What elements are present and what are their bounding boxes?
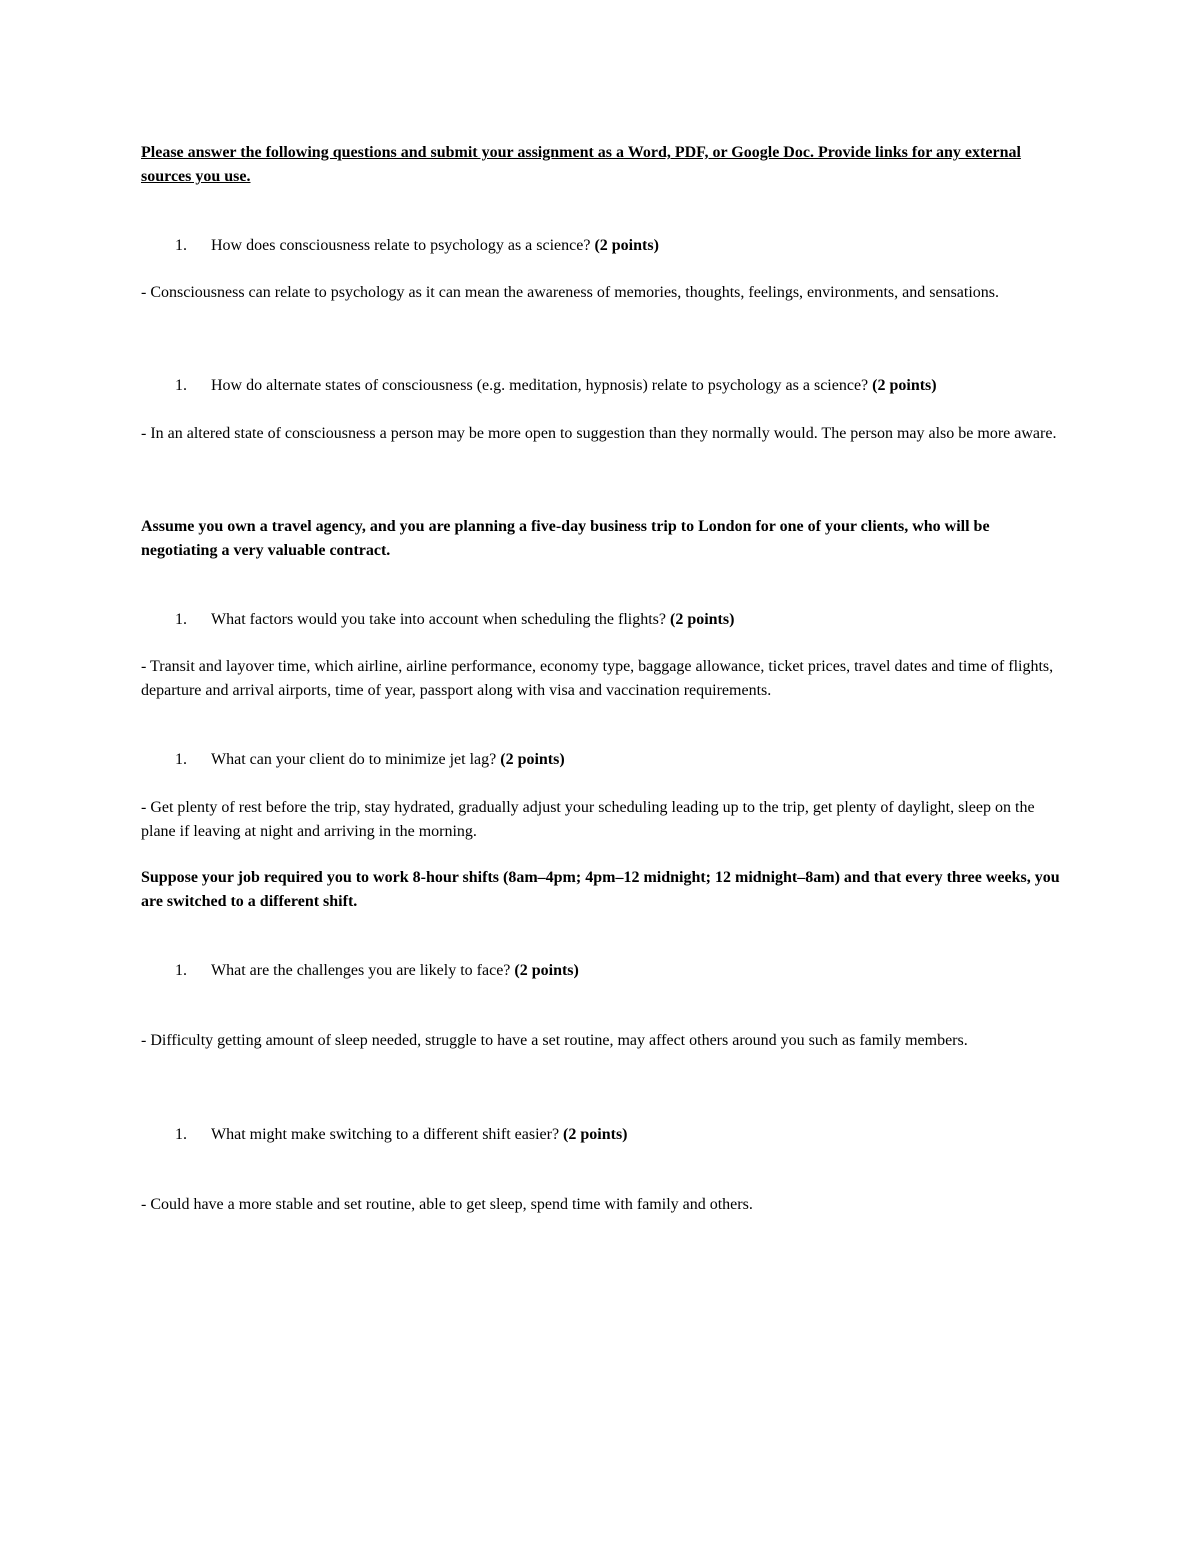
answer-3: - Transit and layover time, which airline, airline performance, economy type, baggage allowance, ticket prices, travel dates and time of flights, departure and arrival airports, time of year, passport along with visa and vaccination requirements. [141,658,1054,699]
question-number: 1. [175,962,187,979]
question-number: 1. [175,611,187,628]
question-label: How do alternate states of consciousness (e.g. meditation, hypnosis) relate to psychology as a science? [211,377,873,394]
answer-1: - Consciousness can relate to psychology as it can mean the awareness of memories, thoughts, feelings, environments, and sensations. [141,284,1000,301]
answer-6: - Could have a more stable and set routine, able to get sleep, spend time with family and others. [141,1196,753,1213]
question-label: What might make switching to a different shift easier? [211,1126,564,1143]
question-points: (2 points) [563,1126,628,1143]
question-text [211,1123,628,1147]
question-text [211,234,659,258]
answer-5: - Difficulty getting amount of sleep needed, struggle to have a set routine, may affect others around you such as family members. [141,1032,968,1049]
question-points: (2 points) [669,611,735,628]
question-points: (2 points) [594,237,659,254]
question-points: (2 points) [872,377,937,394]
question-label: How does consciousness relate to psychology as a science? [211,237,595,254]
section-heading-travel: Assume you own a travel agency, and you are planning a five-day business trip to London for one of your clients, who will be negotiating a very valuable contract. [141,518,990,559]
section-heading-shifts: Suppose your job required you to work 8-hour shifts (8am–4pm; 4pm–12 midnight; 12 midnight–8am) and that every three weeks, you are switched to a different shift. [141,869,1060,910]
question-label: What are the challenges you are likely to face? [211,962,515,979]
instructions: Please answer the following questions and submit your assignment as a Word, PDF, or Google Doc. Provide links for any external sources you use. [141,144,1021,185]
question-points: (2 points) [500,751,565,768]
question-text [211,374,937,398]
question-text [211,608,734,632]
question-number: 1. [175,1126,187,1143]
question-label: What factors would you take into account when scheduling the flights? [211,611,670,628]
question-number: 1. [175,751,187,768]
answer-4: - Get plenty of rest before the trip, stay hydrated, gradually adjust your scheduling leading up to the trip, get plenty of daylight, sleep on the plane if leaving at night and arriving in the morning. [141,799,1035,840]
question-text [211,748,565,772]
question-number: 1. [175,377,187,394]
question-points: (2 points) [514,962,579,979]
question-text [211,959,579,983]
question-label: What can your client do to minimize jet lag? [211,751,501,768]
answer-2: - In an altered state of consciousness a person may be more open to suggestion than they normally would. The person may also be more aware. [141,425,1057,442]
question-number: 1. [175,237,187,254]
